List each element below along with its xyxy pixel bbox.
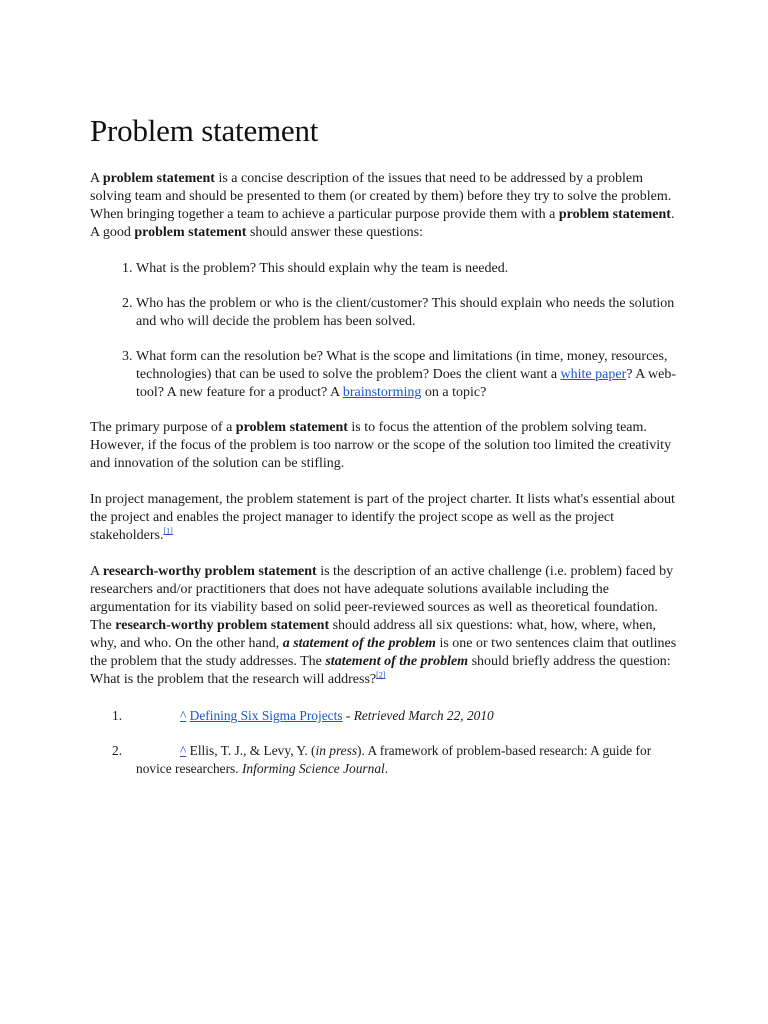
list-item	[90, 707, 678, 725]
references-list	[90, 707, 678, 778]
research-text-2: is the description of an active challenge (i.e. problem) faced by researchers and/or practitioners that does not have adequate solutions available including the argumentation for its viability based on solid peer-reviewed sources as well as theoretical foundation. The	[90, 564, 674, 633]
purpose-paragraph	[90, 419, 678, 473]
reference-text-2c: .	[384, 761, 389, 776]
intro-text-3: . A good	[90, 207, 675, 240]
list-item	[136, 295, 678, 331]
intro-bold-1: problem statement	[102, 171, 215, 186]
reference-journal: Informing Science Journal	[241, 761, 385, 776]
reference-number-1: 1.	[112, 708, 123, 723]
research-bold-italic-1: a statement of the problem	[282, 636, 436, 651]
research-text-4: is one or two sentences claim that outlines the problem that the study addresses. The	[90, 636, 677, 669]
question-text-1: What is the problem? This should explain why the team is needed.	[136, 261, 509, 276]
intro-paragraph	[90, 170, 678, 242]
question-text-2: Who has the problem or who is the client/customer? This should explain who needs the solution and who will decide the problem has been solved.	[136, 296, 675, 329]
project-text: In project management, the problem statement is part of the project charter. It lists what's essential about the project and enables the project manager to identify the project scope as well as the project stakeholders.	[90, 492, 675, 543]
reference-marker-1	[163, 526, 172, 535]
intro-bold-3: problem statement	[134, 225, 247, 240]
reference-link-1[interactable]: [1]	[163, 526, 173, 536]
research-paragraph	[90, 563, 678, 689]
intro-bold-2: problem statement	[558, 207, 671, 222]
reference-number-2: 2.	[112, 743, 123, 758]
reference-text-2b: ). A framework of problem-based research: A guide for novice researchers.	[136, 743, 652, 776]
list-item	[136, 348, 678, 402]
white-paper-link[interactable]: white paper	[560, 367, 627, 382]
reference-marker-2	[376, 670, 385, 679]
intro-text-4: should answer these questions:	[246, 225, 423, 240]
purpose-bold-1: problem statement	[235, 420, 348, 435]
page-title: Problem statement	[90, 113, 319, 148]
question-text-3c: on a topic?	[421, 385, 487, 400]
reference-separator: -	[342, 708, 354, 723]
project-paragraph	[90, 491, 678, 545]
backlink-caret-2[interactable]: ^	[180, 743, 187, 758]
question-text-3b: ? A web-tool? A new feature for a product? A	[136, 367, 677, 400]
questions-list	[90, 260, 678, 402]
research-text-5: should briefly address the question: What is the problem that the research will address?	[90, 654, 671, 687]
research-bold-1: research-worthy problem statement	[102, 564, 317, 579]
brainstorming-link[interactable]: brainstorming	[342, 385, 422, 400]
research-text-1: A	[90, 564, 103, 579]
list-item	[90, 742, 678, 778]
purpose-text-1: The primary purpose of a	[90, 420, 236, 435]
research-text-3: should address all six questions: what, how, where, when, why, and who. On the other hand,	[90, 618, 656, 651]
backlink-caret-1[interactable]: ^	[180, 708, 187, 723]
research-bold-italic-2: statement of the problem	[325, 654, 469, 669]
intro-text-1: A	[90, 171, 103, 186]
reference-link-2[interactable]: [2]	[376, 670, 386, 680]
reference-in-press: in press	[315, 743, 358, 758]
defining-six-sigma-link[interactable]: Defining Six Sigma Projects	[189, 708, 343, 723]
purpose-text-2: is to focus the attention of the problem solving team. However, if the focus of the problem is too narrow or the scope of the solution too limited the creativity and innovation of the solution can be stifling.	[90, 420, 672, 471]
intro-text-2: is a concise description of the issues that need to be addressed by a problem solving team and should be presented to them (or created by them) before they try to solve the problem. When bringing together a team to achieve a particular purpose provide them with a	[90, 171, 672, 222]
question-text-3a: What form can the resolution be? What is the scope and limitations (in time, money, resources, technologies) that can be used to solve the problem? Does the client want a	[136, 349, 668, 382]
reference-retrieved: Retrieved March 22, 2010	[353, 708, 494, 723]
reference-text-2a: Ellis, T. J., & Levy, Y. (	[186, 743, 316, 758]
list-item	[136, 260, 678, 278]
research-bold-2: research-worthy problem statement	[115, 618, 330, 633]
